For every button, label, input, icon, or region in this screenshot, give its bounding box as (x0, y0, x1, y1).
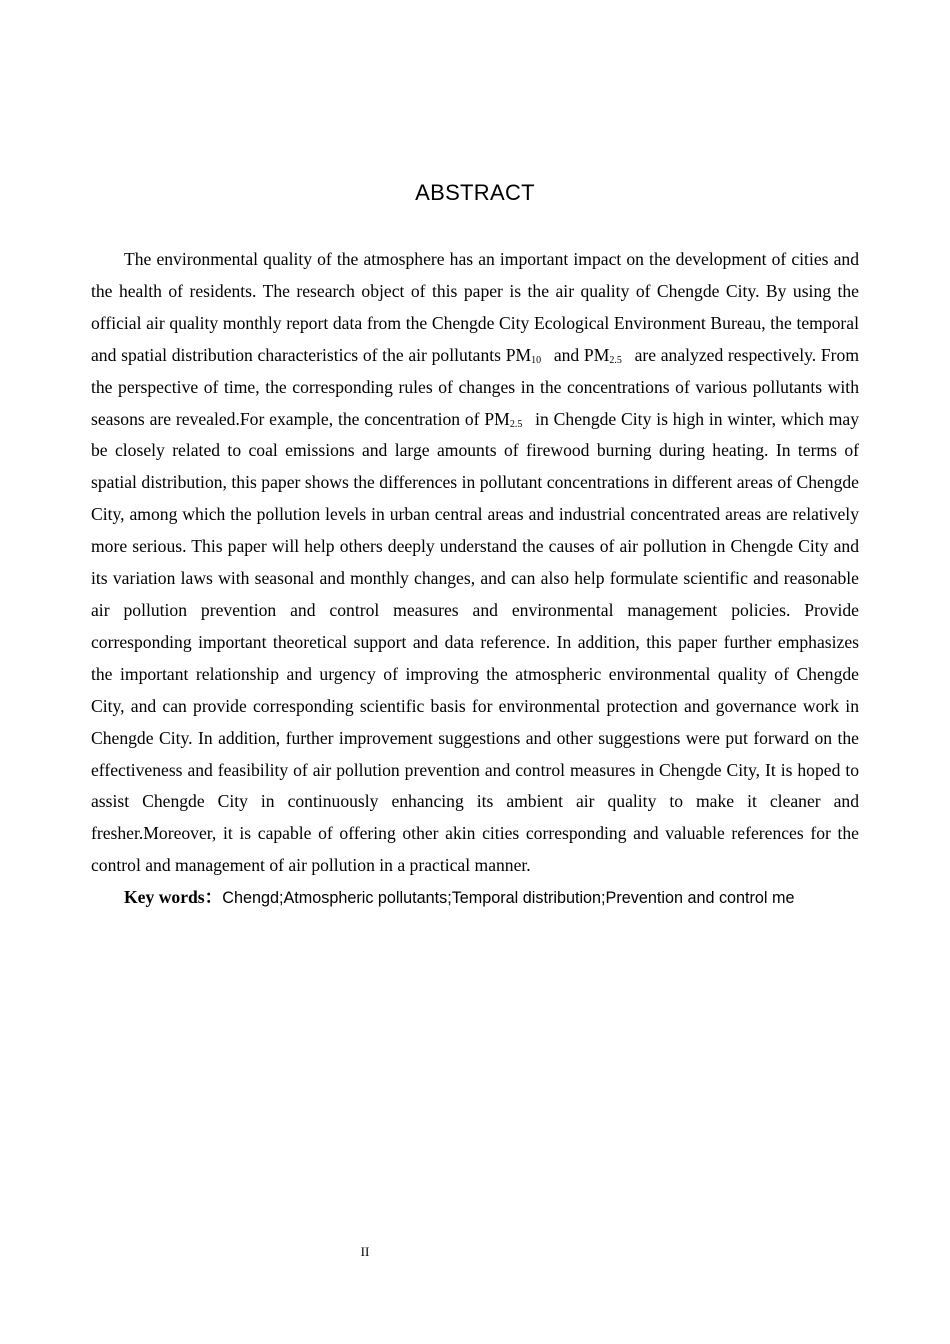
page-number: II (360, 1244, 370, 1259)
pm25-subscript-1: 2.5 (609, 354, 622, 366)
keywords-line (91, 882, 859, 915)
pm25-subscript-2: 2.5 (509, 418, 523, 430)
abstract-title: ABSTRACT (415, 180, 535, 205)
keywords-colon: ： (204, 887, 223, 908)
abstract-text-part-1: The environmental quality of the atmosphere has an important impact on the development of cities and the health of residents. The research object of this paper is the air quality of Chengde City. By using the official air quality monthly report data from the Chengde City Ecological Environment Bureau, the temporal and spatial distribution characteristics of the air pollutants PM (91, 249, 859, 365)
keywords-label: Key words (124, 887, 205, 908)
abstract-text-part-2: and PM (553, 344, 610, 365)
pm10-subscript: 10 (531, 354, 542, 366)
abstract-text-part-4: in Chengde City is high in winter, which may be closely related to coal emissions and large amounts of firewood burning during heating. In terms of spatial distribution, this paper shows the differences in pollutant concentrations in different areas of Chengde City, among which the pollution levels in urban central areas and industrial concentrated areas are relatively more serious. This paper will help others deeply understand the causes of air pollution in Chengde City and its variation laws with seasonal and monthly changes, and can also help formulate scientific and reasonable air pollution prevention and control measures and environmental management policies. Provide corresponding important theoretical support and data reference. In addition, this paper further emphasizes the important relationship and urgency of improving the atmospheric environmental quality of Chengde City, and can provide corresponding scientific basis for environmental protection and governance work in Chengde City. In addition, further improvement suggestions and other suggestions were put forward on the effectiveness and feasibility of air pollution prevention and control measures in Chengde City, It is hoped to assist Chengde City in continuously enhancing its ambient air quality to make it cleaner and fresher.Moreover, it is capable of offering other akin cities corresponding and valuable references for the control and management of air pollution in a practical manner. (91, 408, 859, 876)
abstract-body (91, 244, 859, 915)
abstract-text-part-3: are analyzed respectively. From the perspective of time, the corresponding rules of changes in the concentrations of various pollutants with seasons are revealed.For example, the concentration of PM (91, 344, 860, 429)
keywords-text: Chengd;Atmospheric pollutants;Temporal distribution;Prevention and control me (222, 889, 795, 908)
abstract-paragraph (91, 244, 859, 882)
